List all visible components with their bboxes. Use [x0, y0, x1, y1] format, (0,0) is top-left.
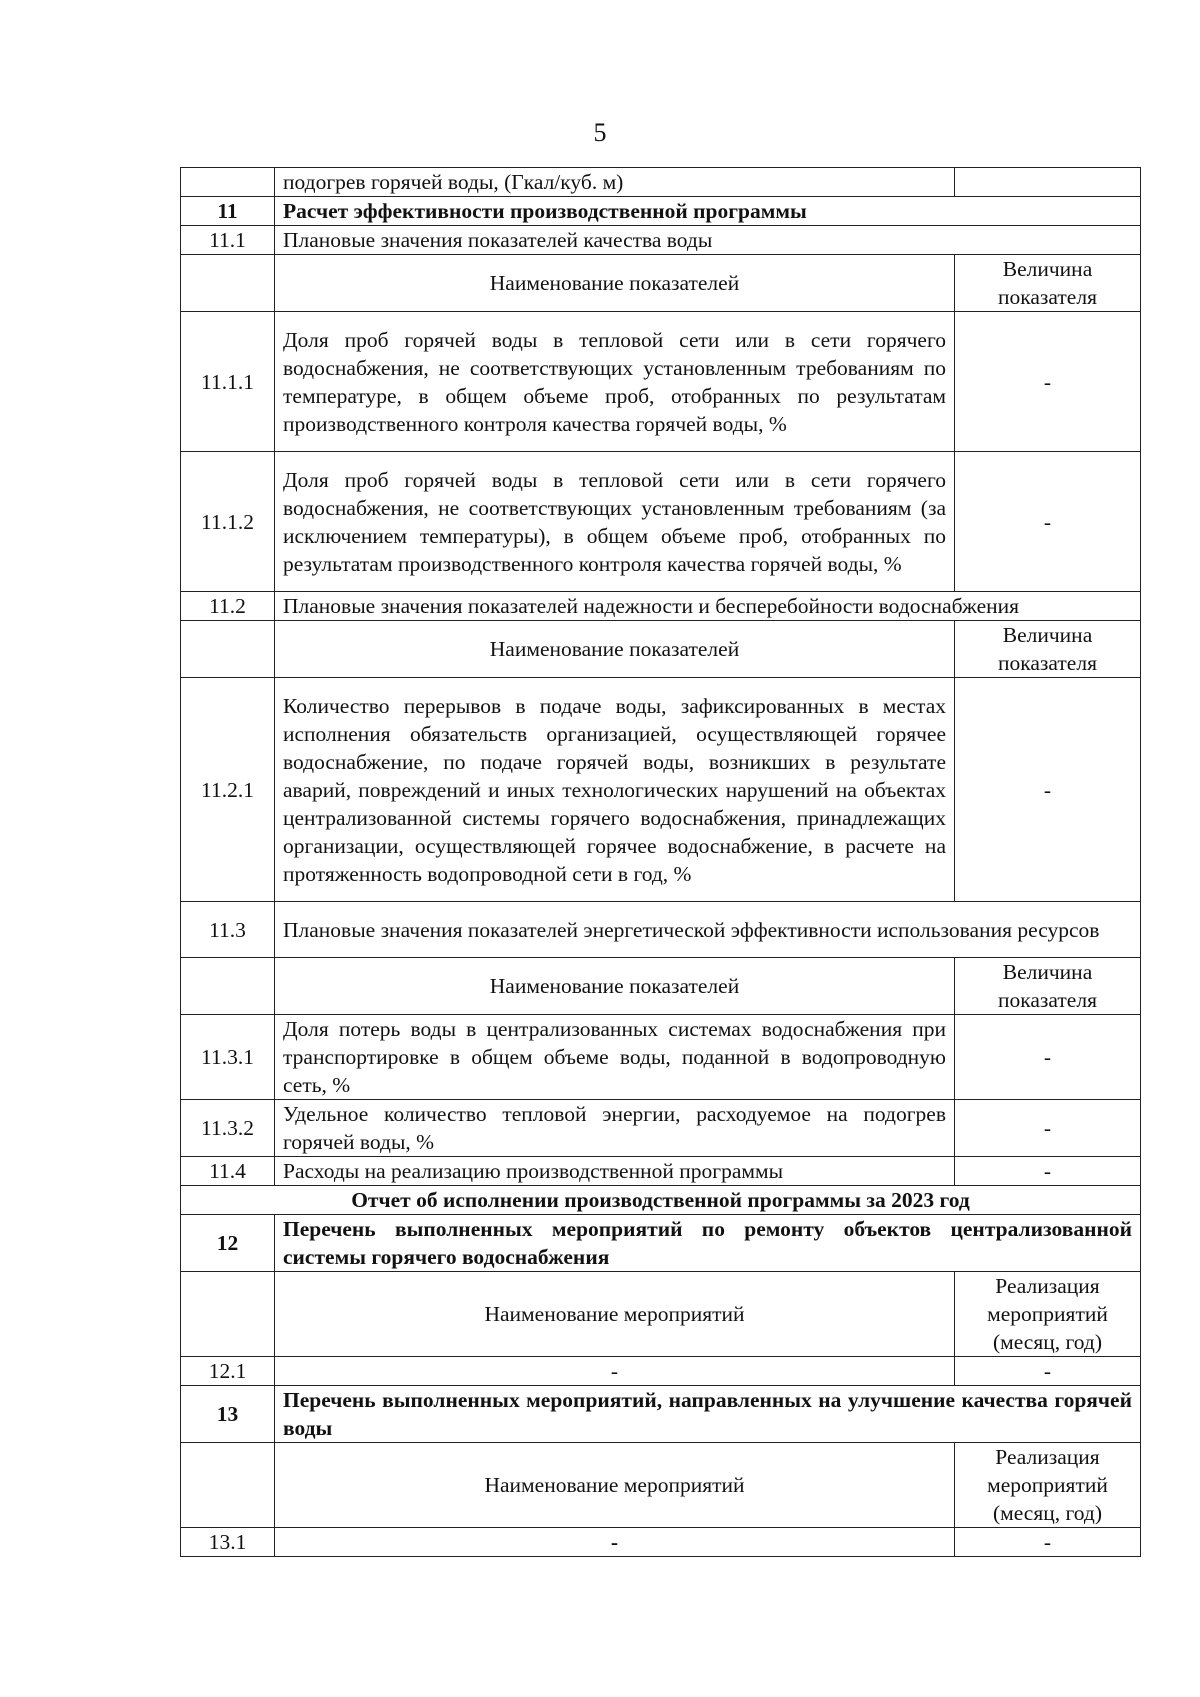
table-row — [181, 168, 1141, 197]
column-header-value: Реализация мероприятий (месяц, год) — [955, 1443, 1141, 1528]
empty-cell — [181, 958, 275, 1015]
table-row — [181, 1357, 1141, 1386]
row-number-cell: 11.1.1 — [181, 312, 275, 452]
row-value-cell: - — [955, 1357, 1141, 1386]
row-text-cell: подогрев горячей воды, (Гкал/куб. м) — [275, 168, 955, 197]
table-row — [181, 1528, 1141, 1557]
table-row — [181, 312, 1141, 452]
section-row-13 — [181, 1386, 1141, 1443]
row-text-cell — [275, 312, 955, 452]
header-row — [181, 621, 1141, 678]
header-row — [181, 255, 1141, 312]
row-value-cell: - — [955, 1528, 1141, 1557]
row-number-cell: 11.4 — [181, 1157, 275, 1186]
column-header-name: Наименование мероприятий — [275, 1443, 955, 1528]
row-value-cell: - — [955, 1100, 1141, 1157]
row-number-cell: 13.1 — [181, 1528, 275, 1557]
report-title-row — [181, 1186, 1141, 1215]
section-title: Перечень выполненных мероприятий, направленных на улучшение качества горячей воды — [283, 1388, 1132, 1440]
section-title-cell — [275, 1215, 1141, 1272]
subsection-title: Плановые значения показателей надежности и бесперебойности водоснабжения — [275, 592, 1141, 621]
row-number-cell: 13 — [181, 1386, 275, 1443]
column-header-value: Величина показателя — [955, 958, 1141, 1015]
row-value-cell: - — [955, 452, 1141, 592]
row-number-cell: 11.3 — [181, 902, 275, 958]
section-row-12 — [181, 1215, 1141, 1272]
page-number: 5 — [593, 118, 607, 147]
row-value-cell: - — [955, 678, 1141, 902]
row-text-cell — [275, 678, 955, 902]
row-number-cell: 12 — [181, 1215, 275, 1272]
row-text: Доля проб горячей воды в тепловой сети или в сети горячего водоснабжения, не соответствующих установленным требованиям по температуре, в общем объеме проб, отобранных по результатам производственного контроля качества горячей воды, % — [283, 327, 946, 436]
empty-cell — [181, 1272, 275, 1357]
subsection-title-cell — [275, 902, 1141, 958]
header-row — [181, 1272, 1141, 1357]
row-text: Удельное количество тепловой энергии, расходуемое на подогрев горячей воды, % — [283, 1102, 946, 1154]
empty-cell — [181, 1443, 275, 1528]
row-text-cell — [275, 1015, 955, 1100]
table-row — [181, 452, 1141, 592]
row-value-cell: - — [955, 1015, 1141, 1100]
row-number-cell: 11 — [181, 197, 275, 226]
subsection-row-11-2 — [181, 592, 1141, 621]
row-number-cell: 11.1 — [181, 226, 275, 255]
program-table — [180, 167, 1141, 1557]
row-text-cell: - — [275, 1357, 955, 1386]
column-header-name: Наименование показателей — [275, 621, 955, 678]
table-row — [181, 1015, 1141, 1100]
column-header-name: Наименование показателей — [275, 255, 955, 312]
section-title: Расчет эффективности производственной программы — [275, 197, 1141, 226]
row-text-cell — [275, 452, 955, 592]
table-row — [181, 1157, 1141, 1186]
subsection-title: Плановые значения показателей энергетической эффективности использования ресурсов — [283, 917, 1100, 942]
row-number-cell: 11.3.1 — [181, 1015, 275, 1100]
row-text-cell: - — [275, 1528, 955, 1557]
empty-cell — [181, 621, 275, 678]
row-number-cell: 11.2.1 — [181, 678, 275, 902]
row-number-cell — [181, 168, 275, 197]
column-header-name: Наименование мероприятий — [275, 1272, 955, 1357]
row-text: Доля проб горячей воды в тепловой сети или в сети горячего водоснабжения, не соответствующих установленным требованиям (за исключением температуры), в общем объеме проб, отобранных по результатам производственного контроля качества горячей воды, % — [283, 467, 946, 576]
column-header-value: Величина показателя — [955, 255, 1141, 312]
column-header-name: Наименование показателей — [275, 958, 955, 1015]
empty-cell — [181, 255, 275, 312]
subsection-title: Плановые значения показателей качества воды — [275, 226, 1141, 255]
row-number-cell: 11.2 — [181, 592, 275, 621]
section-title-cell — [275, 1386, 1141, 1443]
row-value-cell — [955, 168, 1141, 197]
header-row — [181, 958, 1141, 1015]
row-value-cell: - — [955, 1157, 1141, 1186]
column-header-value: Реализация мероприятий (месяц, год) — [955, 1272, 1141, 1357]
table-row — [181, 1100, 1141, 1157]
section-title: Перечень выполненных мероприятий по ремонту объектов централизованной системы горячего водоснабжения — [283, 1217, 1132, 1269]
subsection-row-11-3 — [181, 902, 1141, 958]
column-header-value: Величина показателя — [955, 621, 1141, 678]
row-number-cell: 11.3.2 — [181, 1100, 275, 1157]
subsection-row-11-1 — [181, 226, 1141, 255]
report-title: Отчет об исполнении производственной программы за 2023 год — [181, 1186, 1141, 1215]
row-text: Количество перерывов в подаче воды, зафиксированных в местах исполнения обязательств организацией, осуществляющей горячее водоснабжение, по подаче горячей воды, возникших в результате аварий, повреждений и иных технологических нарушений на объектах централизованной системы горячего водоснабжения, принадлежащих организации, осуществляющей горячее водоснабжение, в расчете на протяженность водопроводной сети в год, % — [283, 693, 946, 886]
table-row — [181, 678, 1141, 902]
row-value-cell: - — [955, 312, 1141, 452]
section-row-11 — [181, 197, 1141, 226]
row-number-cell: 11.1.2 — [181, 452, 275, 592]
row-text: Доля потерь воды в централизованных системах водоснабжения при транспортировке в общем объеме воды, поданной в водопроводную сеть, % — [283, 1017, 946, 1097]
row-number-cell: 12.1 — [181, 1357, 275, 1386]
row-text-cell — [275, 1100, 955, 1157]
row-text-cell: Расходы на реализацию производственной программы — [275, 1157, 955, 1186]
header-row — [181, 1443, 1141, 1528]
